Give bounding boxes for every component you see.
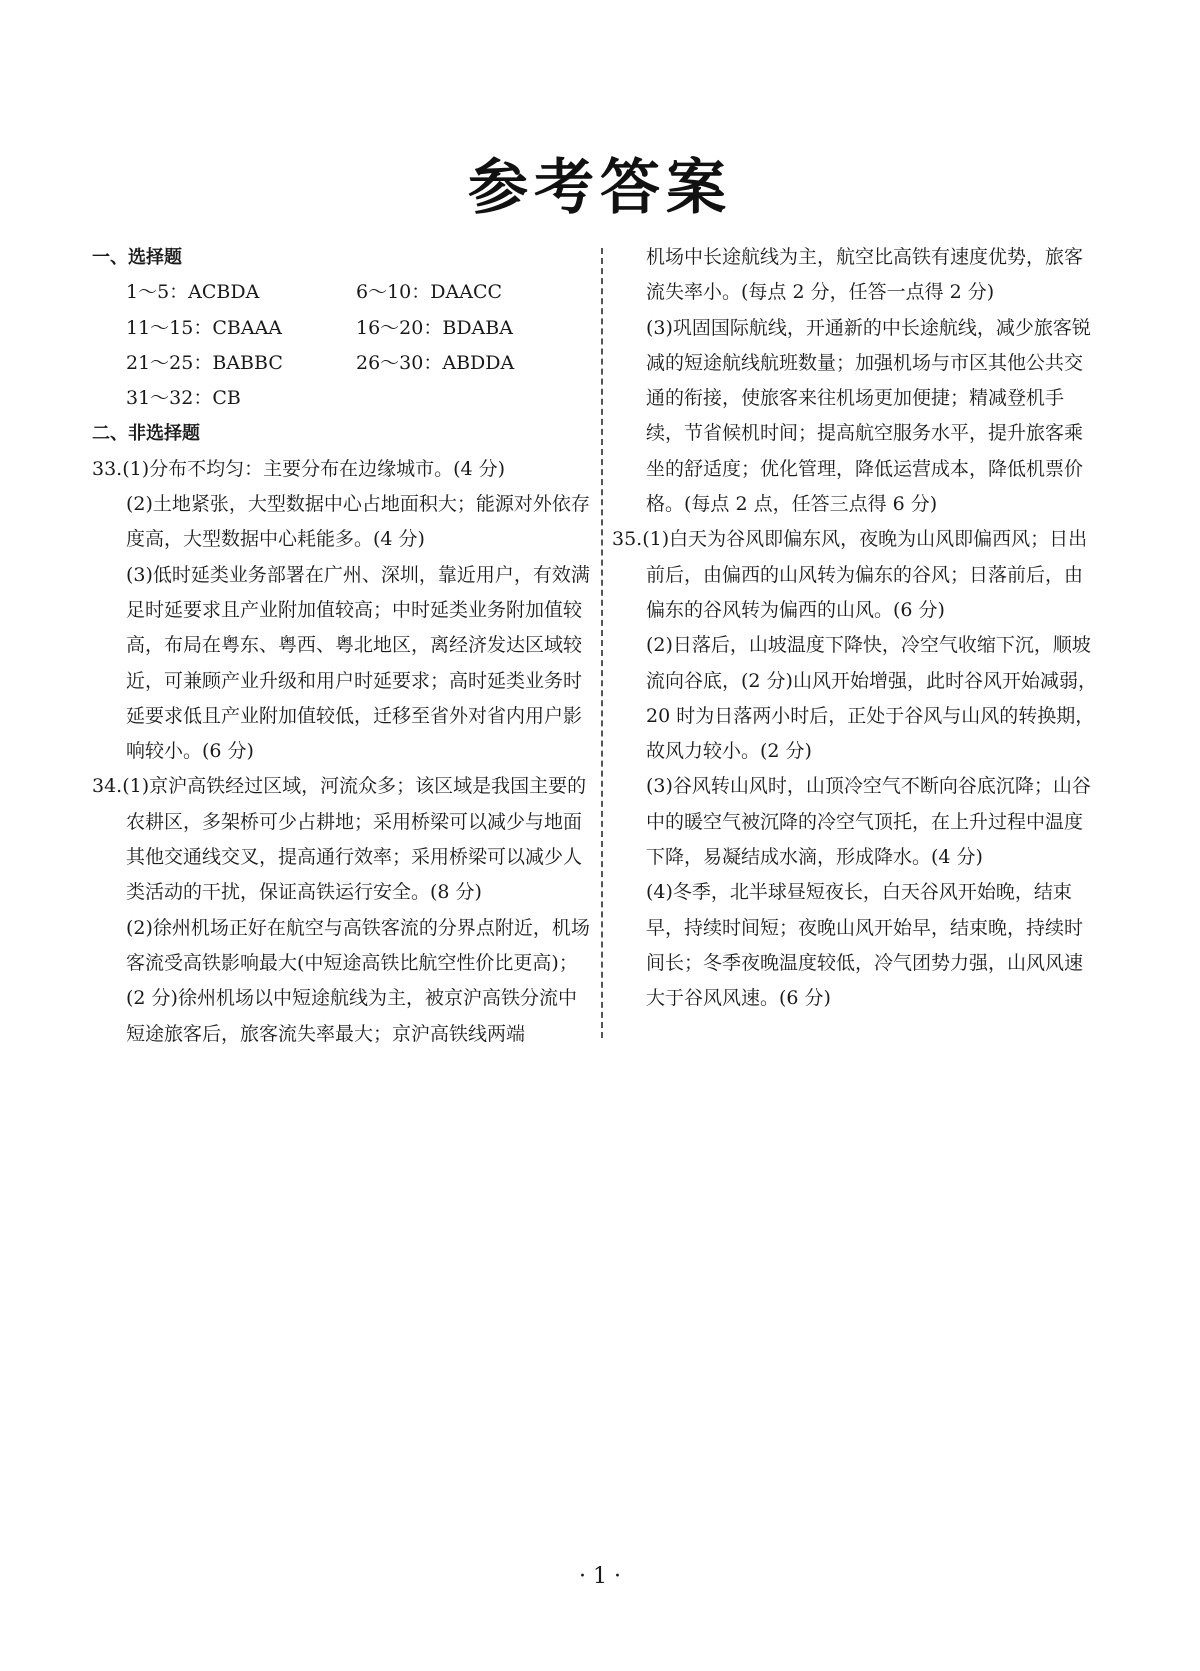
answer-group: 21～25：BABBC	[126, 351, 283, 374]
q35-part4: (4)冬季，北半球昼短夜长，白天谷风开始晚，结束早，持续时间短；夜晚山风开始早，结束晚，持续时间长；冬季夜晚温度较低，冷气团势力强，山风风速大于谷风风速。(6 分)	[646, 881, 1084, 1010]
q34-part2-end: 机场中长途航线为主，航空比高铁有速度优势，旅客流失率小。(每点 2 分，任答一点得 2 分)	[646, 246, 1084, 304]
q34-part3: (3)巩固国际航线，开通新的中长途航线，减少旅客锐减的短途航线航班数量；加强机场与市区其他公共交通的衔接，使旅客来往机场更加便捷；精减登机手续，节省候机时间；提高航空服务水平，提升旅客乘坐的舒适度；优化管理，降低运营成本，降低机票价格。(每点 2 点，任答三点得 6 分)	[646, 316, 1091, 516]
page-title: 参考答案	[468, 153, 732, 223]
answer-group: 26～30：ABDDA	[356, 351, 515, 374]
section-heading-choice: 一、选择题	[92, 247, 182, 268]
q35-part1: 35.(1)白天为谷风即偏东风，夜晚为山风即偏西风；日出前后，由偏西的山风转为偏东的谷风；日落前后，由偏东的谷风转为偏西的山风。(6 分)	[612, 528, 1088, 621]
answer-group: 31～32：CB	[126, 387, 241, 410]
q33-part2: (2)土地紧张，大型数据中心占地面积大；能源对外依存度高，大型数据中心耗能多。(4 分)	[126, 493, 590, 551]
right-column	[612, 240, 1100, 1017]
column-divider	[601, 248, 603, 1038]
q33-part1: 33.(1)分布不均匀：主要分布在边缘城市。(4 分)	[92, 457, 506, 480]
choice-answers	[92, 275, 592, 416]
answer-group: 16～20：BDABA	[356, 316, 513, 339]
page-number: · 1 ·	[579, 1564, 621, 1589]
answer-group: 6～10：DAACC	[356, 281, 503, 304]
answer-group: 1～5：ACBDA	[126, 281, 260, 304]
q34-part2-start: (2)徐州机场正好在航空与高铁客流的分界点附近，机场客流受高铁影响最大(中短途高铁比航空性价比更高)；(2 分)徐州机场以中短途航线为主，被京沪高铁分流中短途旅客后，旅客流失率最大；京沪高铁线两端	[126, 916, 590, 1045]
q35-part3: (3)谷风转山风时，山顶冷空气不断向谷底沉降；山谷中的暖空气被沉降的冷空气顶托，在上升过程中温度下降，易凝结成水滴，形成降水。(4 分)	[646, 775, 1091, 869]
q33-part3: (3)低时延类业务部署在广州、深圳，靠近用户，有效满足时延要求且产业附加值较高；中时延类业务附加值较高，布局在粤东、粤西、粤北地区，离经济发达区域较近，可兼顾产业升级和用户时延要求；高时延类业务时延要求低且产业附加值较低，迁移至省外对省内用户影响较小。(6 分)	[126, 563, 590, 763]
answer-group: 11～15：CBAAA	[126, 316, 283, 339]
section-heading-nonchoice: 二、非选择题	[92, 423, 200, 445]
left-column	[92, 240, 592, 1052]
q35-part2: (2)日落后，山坡温度下降快，冷空气收缩下沉，顺坡流向谷底，(2 分)山风开始增强，此时谷风开始减弱，20 时为日落两小时后，正处于谷风与山风的转换期，故风力较小。(2 分)	[646, 634, 1097, 763]
q34-part1: 34.(1)京沪高铁经过区域，河流众多；该区域是我国主要的农耕区，多架桥可少占耕地；采用桥梁可以减少与地面其他交通线交叉，提高通行效率；采用桥梁可以减少人类活动的干扰，保证高铁运行安全。(8 分)	[92, 775, 587, 904]
